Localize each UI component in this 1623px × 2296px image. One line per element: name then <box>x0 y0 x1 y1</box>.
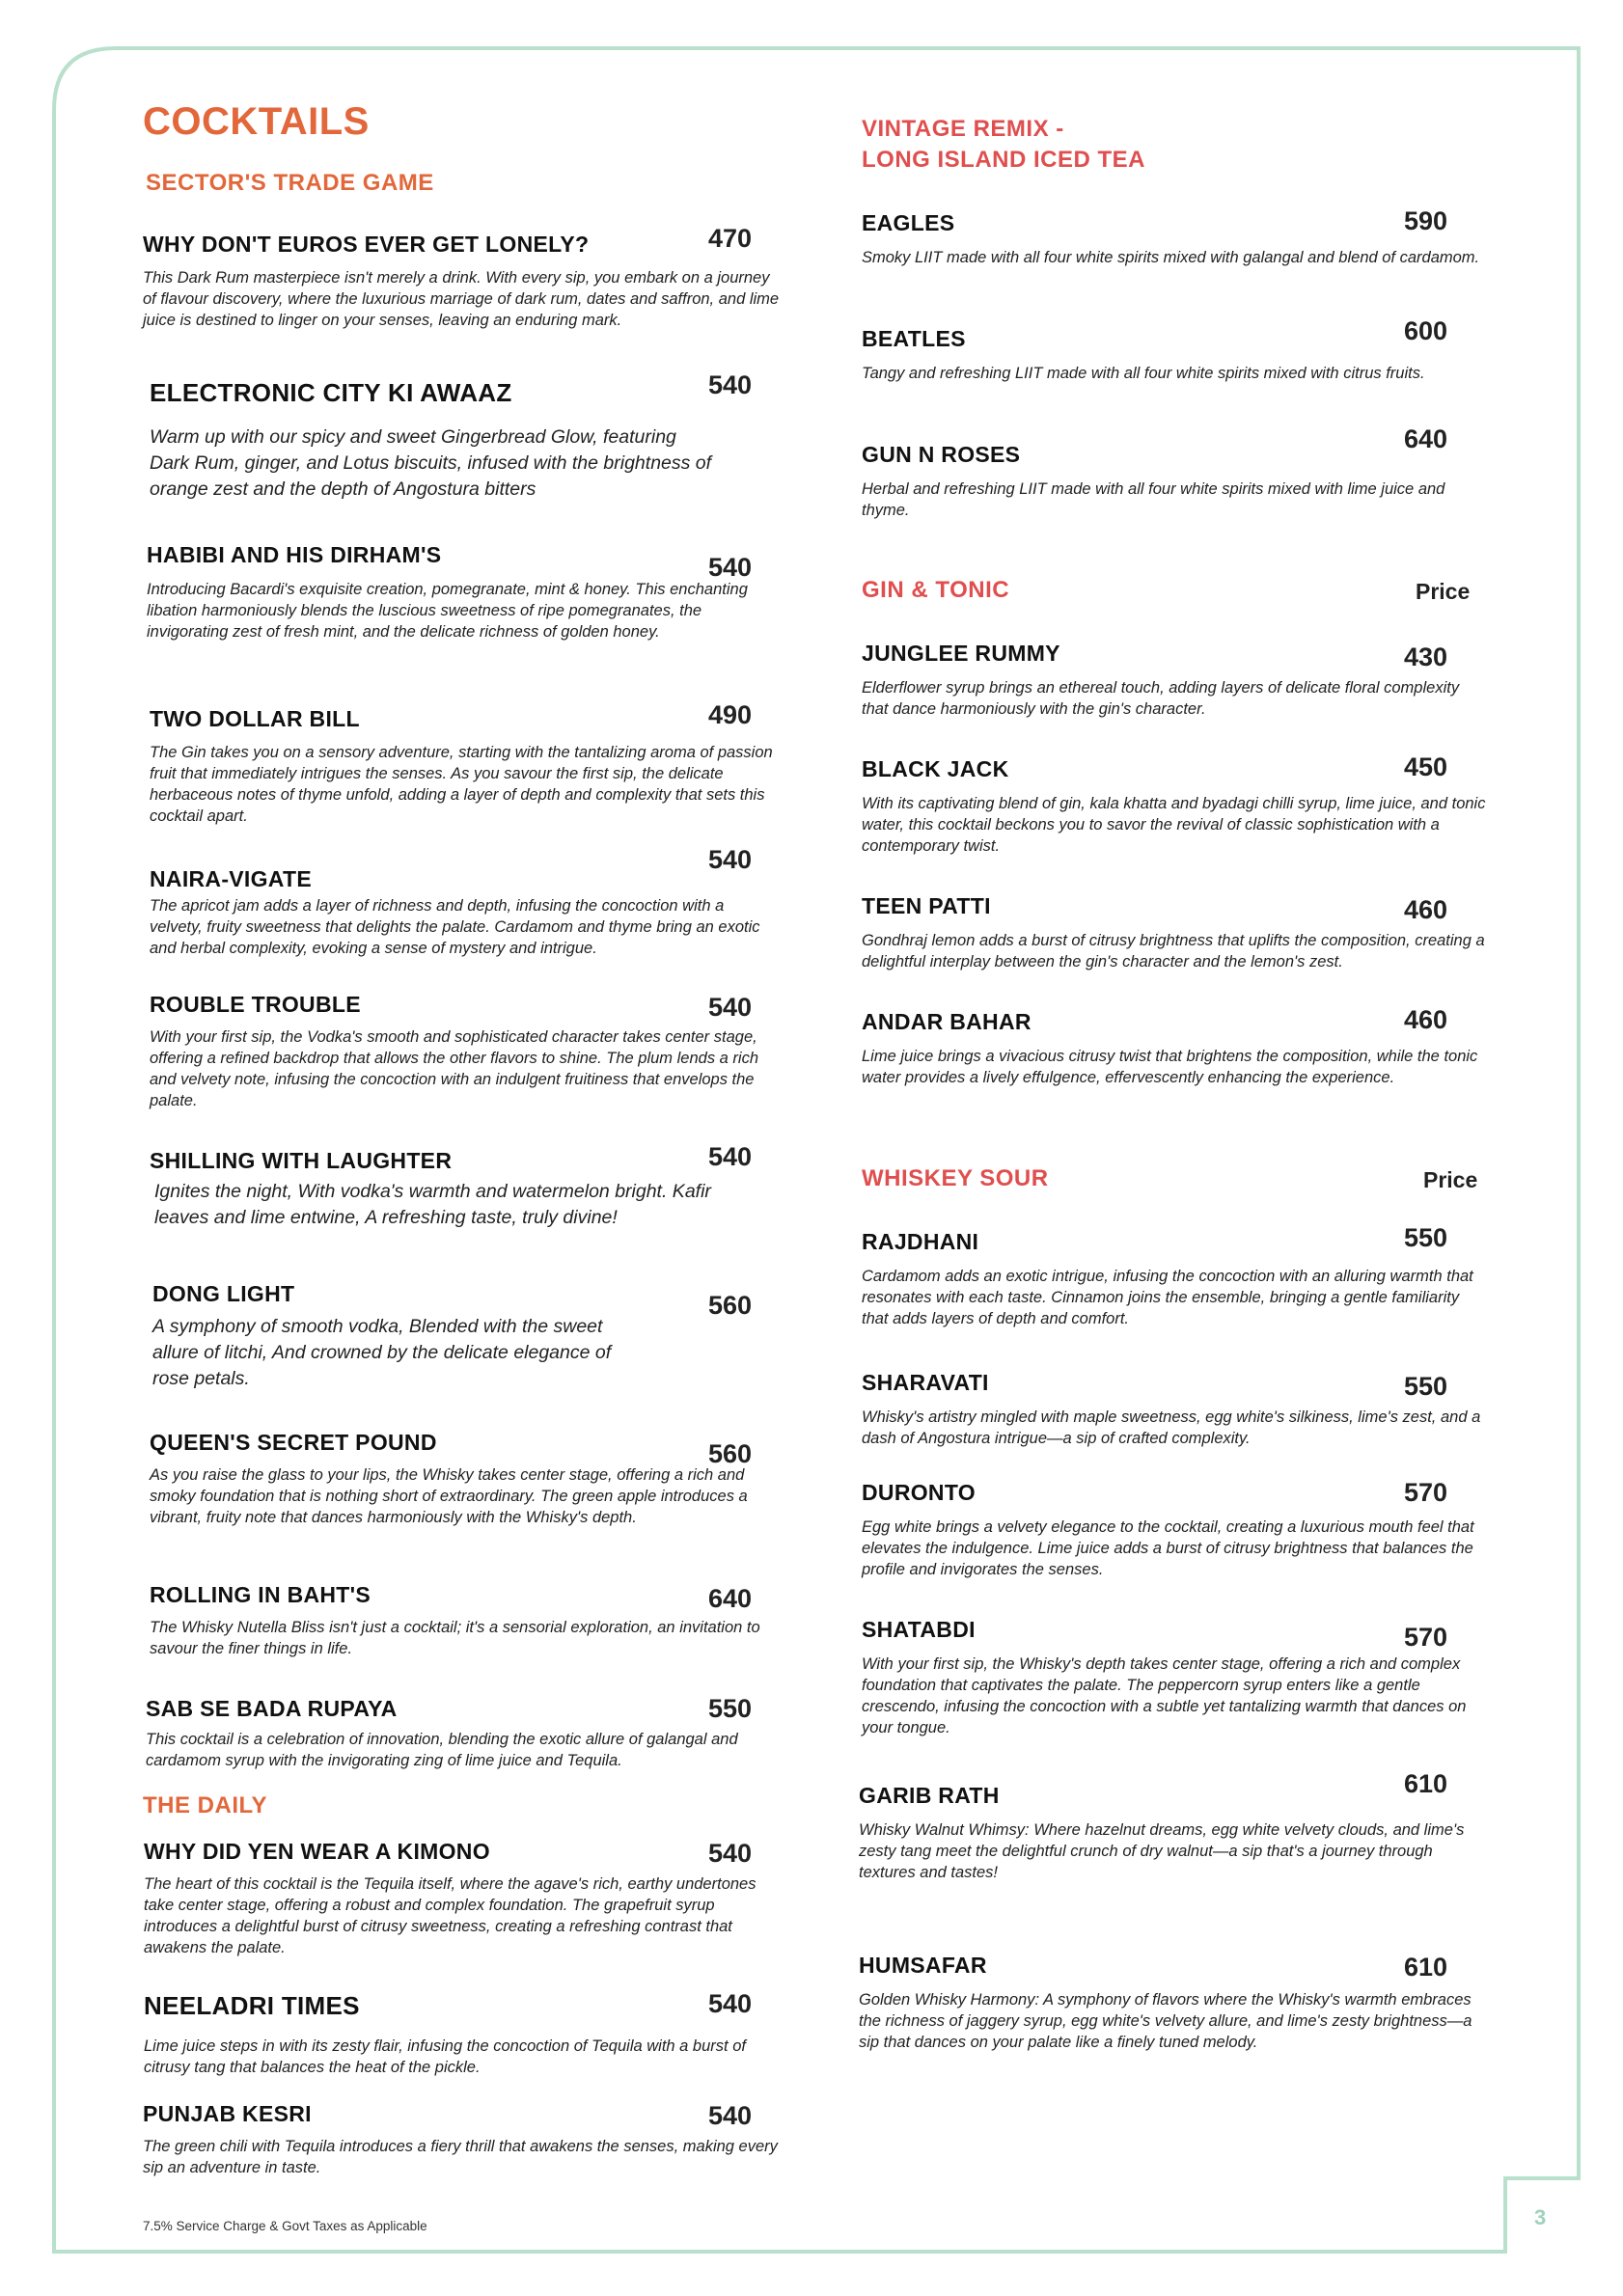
item-price: 610 <box>1404 1769 1448 1798</box>
item-price: 560 <box>708 1439 753 1468</box>
price-column-label: Price <box>1416 579 1471 604</box>
item-price: 570 <box>1404 1623 1448 1652</box>
item-name: WHY DON'T EUROS EVER GET LONELY? <box>143 232 590 257</box>
item-description: Herbal and refreshing LIIT made with all four white spirits mixed with lime juice and thyme. <box>862 480 1445 519</box>
item-name: ROUBLE TROUBLE <box>150 992 361 1017</box>
item-price: 540 <box>708 1142 753 1171</box>
item-description: Warm up with our spicy and sweet Gingerbread Glow, featuring Dark Rum, ginger, and Lotus biscuits, infused with the brightness of orange zest and the depth of Angostura bitters <box>150 426 712 500</box>
item-description: The apricot jam adds a layer of richness and depth, infusing the concoction with a velvety, fruity sweetness that delights the palate. Cardamom and thyme bring an exotic and herbal complexity, evoking a sense of mystery and intrigue. <box>150 897 760 957</box>
item-price: 540 <box>708 2101 753 2130</box>
item-name: SHILLING WITH LAUGHTER <box>150 1148 453 1173</box>
item-description: The green chili with Tequila introduces a fiery thrill that awakens the senses, making every sip an adventure in taste. <box>143 2138 778 2176</box>
item-name: GARIB RATH <box>859 1783 1000 1808</box>
item-description: Egg white brings a velvety elegance to the cocktail, creating a luxurious mouth feel that elevates the indulgence. Lime juice adds a burst of citrusy brightness that balances the profile and invigorates the senses. <box>862 1518 1474 1578</box>
item-price: 460 <box>1404 1005 1448 1034</box>
item-description: With your first sip, the Vodka's smooth and sophisticated character takes center stage, offering a refined backdrop that allows the other flavors to shine. The plum lends a rich and velvety note, infusing the concoction with an indulgent fruitiness that envelops the palate. <box>150 1028 759 1109</box>
item-description: Lime juice brings a vivacious citrusy twist that brightens the composition, while the tonic water provides a lively effulgence, effervescently enhancing the experience. <box>862 1048 1478 1086</box>
item-price: 600 <box>1404 316 1448 345</box>
item-price: 550 <box>708 1694 753 1723</box>
item-name: SHARAVATI <box>862 1370 989 1395</box>
item-name: EAGLES <box>862 210 955 235</box>
item-description: Cardamom adds an exotic intrigue, infusing the concoction with an alluring warmth that resonates with each taste. Cinnamon joins the ensemble, bringing a gentle familiarity that adds layers of depth and comfort. <box>862 1268 1473 1327</box>
item-description: As you raise the glass to your lips, the Whisky takes center stage, offering a rich and smoky foundation that is nothing short of extraordinary. The green apple introduces a vibrant, fruity note that dances harmoniously with the Whisky's depth. <box>150 1466 748 1526</box>
item-description: Whisky's artistry mingled with maple sweetness, egg white's silkiness, lime's zest, and a dash of Angostura intrigue—a sip of crafted complexity. <box>862 1408 1481 1447</box>
item-name: DONG LIGHT <box>152 1281 295 1306</box>
item-description: The Whisky Nutella Bliss isn't just a cocktail; it's a sensorial exploration, an invitation to savour the finer things in life. <box>150 1619 760 1657</box>
item-price: 640 <box>708 1584 753 1613</box>
item-description: Ignites the night, With vodka's warmth and watermelon bright. Kafir leaves and lime entwine, A refreshing taste, truly divine! <box>154 1181 711 1228</box>
item-description: With your first sip, the Whisky's depth takes center stage, offering a rich and complex foundation that captivates the palate. The peppercorn syrup enters like a gentle crescendo, infusing the concoction with a subtle yet tantalizing warmth that dances on your tongue. <box>862 1655 1467 1736</box>
section-heading-vintage-remix: VINTAGE REMIX - <box>862 116 1064 142</box>
page-title: COCKTAILS <box>143 100 370 143</box>
item-price: 460 <box>1404 895 1448 924</box>
item-description: Golden Whisky Harmony: A symphony of flavors where the Whisky's warmth embraces the richness of jaggery syrup, egg white's velvety allure, and lime's zesty brightness—a sip that dances on your palate like a finely tuned melody. <box>859 1991 1472 2051</box>
item-description: Smoky LIIT made with all four white spirits mixed with galangal and blend of cardamom. <box>862 249 1480 266</box>
item-price: 540 <box>708 993 753 1022</box>
item-name: TWO DOLLAR BILL <box>150 706 360 731</box>
item-name: SHATABDI <box>862 1617 976 1642</box>
item-price: 470 <box>708 224 753 253</box>
item-name: HUMSAFAR <box>859 1953 987 1978</box>
item-description: A symphony of smooth vodka, Blended with the sweet allure of litchi, And crowned by the delicate elegance of rose petals. <box>152 1316 612 1389</box>
item-price: 540 <box>708 370 753 399</box>
item-name: BLACK JACK <box>862 756 1009 781</box>
item-price: 560 <box>708 1291 753 1320</box>
item-name: ELECTRONIC CITY KI AWAAZ <box>150 378 512 407</box>
price-column-label: Price <box>1423 1167 1478 1192</box>
item-price: 590 <box>1404 206 1448 235</box>
item-name: QUEEN'S SECRET POUND <box>150 1430 437 1455</box>
item-description: The Gin takes you on a sensory adventure, starting with the tantalizing aroma of passion fruit that immediately intrigues the senses. As you savour the first sip, the delicate herbaceous notes of thyme unfold, adding a layer of depth and complexity that sets this cocktail apart. <box>150 744 773 825</box>
item-name: PUNJAB KESRI <box>143 2101 312 2126</box>
item-name: HABIBI AND HIS DIRHAM'S <box>147 542 442 567</box>
item-name: JUNGLEE RUMMY <box>862 641 1060 666</box>
item-price: 550 <box>1404 1372 1448 1401</box>
page-number: 3 <box>1534 2205 1547 2229</box>
item-name: BEATLES <box>862 326 966 351</box>
item-name: TEEN PATTI <box>862 893 991 918</box>
item-description: With its captivating blend of gin, kala khatta and byadagi chilli syrup, lime juice, and tonic water, this cocktail beckons you to savor the revival of classic sophistication with a contemporary twist. <box>862 795 1486 855</box>
item-description: Lime juice steps in with its zesty flair, infusing the concoction of Tequila with a burst of citrusy tang that balances the heat of the pickle. <box>144 2037 746 2076</box>
section-heading-gin-and-tonic: GIN & TONIC <box>862 577 1010 603</box>
item-name: ROLLING IN BAHT'S <box>150 1582 371 1607</box>
item-description: Tangy and refreshing LIIT made with all four white spirits mixed with citrus fruits. <box>862 365 1425 382</box>
item-price: 640 <box>1404 424 1448 453</box>
item-description: Gondhraj lemon adds a burst of citrusy brightness that uplifts the composition, creating a delightful interplay between the gin's character and the lemon's zest. <box>862 932 1485 970</box>
item-price: 490 <box>708 700 753 729</box>
section-heading-sectors-trade-game: SECTOR'S TRADE GAME <box>146 170 434 196</box>
item-name: GUN N ROSES <box>862 442 1021 467</box>
section-heading-whiskey-sour: WHISKEY SOUR <box>862 1165 1049 1191</box>
item-price: 540 <box>708 1839 753 1868</box>
footer-note: 7.5% Service Charge & Govt Taxes as Applicable <box>143 2219 427 2233</box>
item-price: 540 <box>708 1989 753 2018</box>
section-heading-long-island-iced-tea: LONG ISLAND ICED TEA <box>862 147 1146 173</box>
item-price: 610 <box>1404 1953 1448 1982</box>
item-description: Introducing Bacardi's exquisite creation, pomegranate, mint & honey. This enchanting libation harmoniously blends the luscious sweetness of ripe pomegranates, the invigorating zest of fresh mint, and the delicate richness of golden honey. <box>147 581 748 641</box>
item-price: 570 <box>1404 1478 1448 1507</box>
item-price: 550 <box>1404 1223 1448 1252</box>
item-name: SAB SE BADA RUPAYA <box>146 1696 398 1721</box>
item-description: This Dark Rum masterpiece isn't merely a drink. With every sip, you embark on a journey of flavour discovery, where the luxurious marriage of dark rum, dates and saffron, and lime juice is destined to linger on your senses, leaving an enduring mark. <box>143 269 780 329</box>
item-name: NAIRA-VIGATE <box>150 866 313 891</box>
item-price: 430 <box>1404 642 1448 671</box>
item-name: RAJDHANI <box>862 1229 979 1254</box>
item-description: Whisky Walnut Whimsy: Where hazelnut dreams, egg white velvety clouds, and lime's zesty tang meet the delightful crunch of dry walnut—a sip that's a journey through textures and tastes! <box>859 1821 1465 1881</box>
item-name: NEELADRI TIMES <box>144 1991 360 2020</box>
item-name: ANDAR BAHAR <box>862 1009 1032 1034</box>
item-description: Elderflower syrup brings an ethereal touch, adding layers of delicate floral complexity that dance harmoniously with the gin's character. <box>862 679 1460 718</box>
item-price: 540 <box>708 553 753 582</box>
item-description: This cocktail is a celebration of innovation, blending the exotic allure of galangal and cardamom syrup with the invigorating zing of lime juice and Tequila. <box>146 1731 738 1769</box>
item-price: 450 <box>1404 752 1448 781</box>
item-price: 540 <box>708 845 753 874</box>
section-heading-the-daily: THE DAILY <box>143 1792 267 1818</box>
item-name: WHY DID YEN WEAR A KIMONO <box>144 1839 490 1864</box>
item-description: The heart of this cocktail is the Tequila itself, where the agave's rich, earthy undertones take center stage, offering a robust and complex foundation. The grapefruit syrup introduces a delightful burst of citrusy sweetness, creating a refreshing contrast that awakens the palate. <box>144 1875 756 1956</box>
item-name: DURONTO <box>862 1480 976 1505</box>
